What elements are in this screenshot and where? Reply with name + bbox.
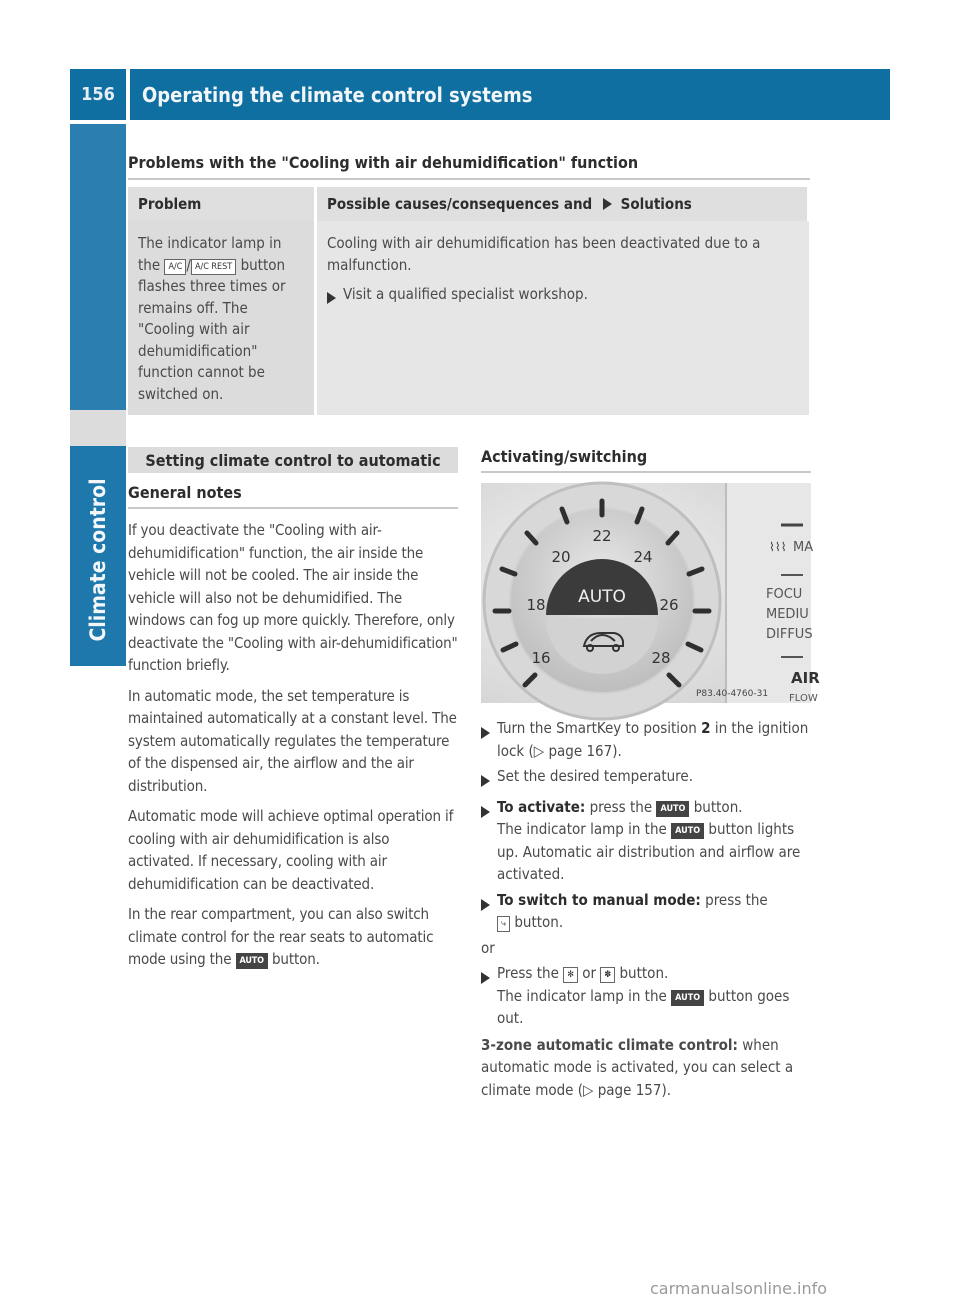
action-arrow-icon (603, 198, 612, 210)
auto-button-icon: AUTO (236, 953, 268, 969)
step-text: button. (514, 913, 564, 931)
ac-rest-button-icon: A/C REST (191, 259, 236, 275)
temp-label: 20 (551, 548, 571, 566)
step-text: button. (619, 964, 669, 982)
action-arrow-icon (481, 806, 490, 818)
step-text: or (582, 964, 597, 982)
col-solutions-prefix: Possible causes/consequences and (327, 195, 593, 213)
menu-label: AIR (791, 669, 820, 687)
step-text: The indicator lamp in the (497, 986, 667, 1005)
left-column (128, 447, 458, 971)
key-position: 2 (701, 719, 711, 737)
climate-control-panel-photo (481, 483, 820, 704)
page-number: 156 (70, 69, 126, 120)
air-distribution-button-icon: ⤷ (497, 916, 510, 932)
paragraph: If you deactivate the "Cooling with air-dehumidification" function, the air inside the vehicle will not be cooled. The air inside the vehicle will also not be dehumidified. The windows can fog up more quickly. Therefore, only deactivate the "Cooling with air-dehumidification" function briefly. (128, 521, 458, 674)
list-item (481, 962, 811, 1030)
cause-text: Cooling with air dehumidification has been deactivated due to a malfunction. (327, 234, 761, 274)
table-row (128, 221, 809, 415)
general-notes-heading: General notes (128, 483, 458, 509)
table-header-row (128, 187, 809, 221)
menu-label: FLOW (789, 693, 818, 704)
solution-cell (316, 221, 809, 415)
list-item (481, 796, 811, 886)
defrost-icon: ⌇⌇⌇ (769, 540, 787, 554)
paragraph (128, 903, 458, 971)
solution-step (327, 284, 799, 310)
action-arrow-icon (481, 775, 490, 787)
menu-label: FOCU (766, 587, 803, 602)
step-label: To switch to manual mode: (497, 890, 701, 909)
col-solutions-suffix: Solutions (620, 195, 692, 213)
airflow-increase-button-icon: ✽ (600, 967, 615, 983)
col-problem-header: Problem (128, 187, 316, 221)
paragraph: Automatic mode will achieve optimal operation if cooling with air dehumidification is also activated. If necessary, cooling with air dehumidification can be deactivated. (128, 807, 454, 893)
side-tab-label: Climate control (86, 478, 110, 642)
auto-button-icon: AUTO (656, 801, 689, 817)
page-header-title: Operating the climate control systems (130, 69, 890, 120)
zone-note (481, 1034, 811, 1102)
step-text: Press the (497, 964, 559, 982)
side-tab-divider (70, 410, 126, 446)
action-arrow-icon (481, 727, 490, 739)
problems-table (128, 187, 810, 415)
step-text: press the (589, 797, 653, 816)
temp-label: 18 (526, 596, 546, 614)
watermark: carmanualsonline.info (650, 1279, 828, 1298)
solution-text: Visit a qualified specialist workshop. (343, 285, 588, 303)
problem-cell (128, 221, 316, 415)
menu-label: DIFFUS (766, 627, 813, 642)
auto-button-icon: AUTO (671, 823, 704, 839)
auto-button-icon: AUTO (671, 990, 704, 1006)
list-item (481, 889, 811, 934)
action-arrow-icon (481, 972, 490, 984)
problems-section-title: Problems with the "Cooling with air dehumidification" function (128, 153, 810, 180)
or-text: or (481, 938, 495, 957)
temp-label: 16 (531, 649, 551, 667)
paragraph-text: button. (272, 950, 320, 968)
temp-label: 22 (592, 527, 612, 545)
step-text: Turn the SmartKey to position (497, 719, 697, 737)
step-text: The indicator lamp in the (497, 820, 667, 838)
step-text: button lights up. Automatic air distribution and airflow are activated. (497, 820, 801, 883)
step-text: in the ignition lock (▷ page 167). (497, 719, 809, 760)
side-tab-top (70, 124, 126, 410)
step-text: button. (693, 797, 743, 816)
step-text: press the (705, 890, 768, 909)
figure-code: P83.40-4760-31 (696, 689, 769, 699)
list-item (481, 765, 811, 793)
col-solutions-header (316, 187, 809, 221)
menu-label: MA (793, 540, 814, 555)
menu-label: MEDIU (766, 607, 809, 622)
temp-label: 26 (659, 596, 679, 614)
problem-text-a: The indicator lamp in the (138, 234, 282, 274)
step-text: Set the desired temperature. (497, 767, 693, 785)
steps-list (481, 717, 811, 1101)
ac-button-icon: A/C (164, 259, 186, 275)
auto-button-label: AUTO (578, 587, 626, 607)
slash: / (186, 255, 191, 274)
paragraph-text: In the rear compartment, you can also switch climate control for the rear seats to automatic mode using the (128, 905, 434, 968)
temp-label: 24 (633, 548, 653, 566)
right-column (481, 447, 820, 1101)
note-label: 3-zone automatic climate control: (481, 1035, 738, 1054)
automatic-section-title: Setting climate control to automatic (128, 447, 458, 473)
list-item (481, 717, 811, 762)
action-arrow-icon (327, 292, 336, 304)
temp-label: 28 (651, 649, 671, 667)
activating-heading: Activating/switching (481, 447, 811, 473)
step-text: button goes out. (497, 986, 790, 1027)
problem-text-b: button flashes three times or remains off. The "Cooling with air dehumidification" function cannot be switched on. (138, 255, 286, 403)
step-label: To activate: (497, 797, 586, 816)
airflow-decrease-button-icon: ✻ (563, 967, 578, 983)
note-text: when automatic mode is activated, you can select a climate mode (▷ page 157). (481, 1035, 794, 1099)
action-arrow-icon (481, 899, 490, 911)
paragraph: In automatic mode, the set temperature is maintained automatically at a constant level. The system automatically regulates the temperature of the dispensed air, the airflow and the air distribution. (128, 686, 457, 795)
